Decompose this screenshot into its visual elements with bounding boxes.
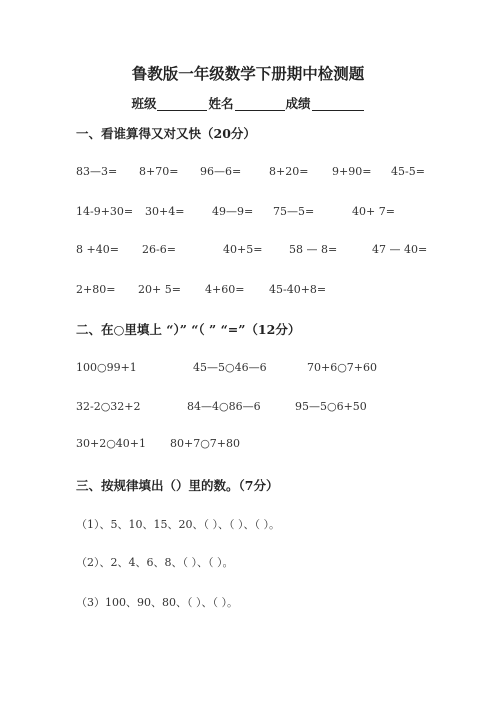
class-blank bbox=[157, 97, 207, 111]
sequence-item: （2）、2、4、6、8、（ ）、（ ）。 bbox=[76, 556, 234, 569]
problem: 2+80= bbox=[76, 283, 116, 296]
problem: 75—5= bbox=[273, 205, 315, 218]
score-blank bbox=[312, 97, 364, 111]
sequence-item: （3）100、90、80、（ ）、（ ）。 bbox=[76, 596, 238, 609]
problem: 8 +40= bbox=[76, 243, 119, 256]
comparison: 80+7○7+80 bbox=[170, 437, 241, 450]
problem: 8+70= bbox=[139, 165, 179, 178]
section-1-heading: 一、看谁算得又对又快（20分） bbox=[76, 126, 256, 141]
problem: 47 — 40= bbox=[372, 243, 428, 256]
comparison: 100○99+1 bbox=[76, 361, 137, 374]
comparison: 32-2○32+2 bbox=[76, 400, 141, 413]
problem: 83—3= bbox=[76, 165, 118, 178]
problem: 40+5= bbox=[223, 243, 263, 256]
problem: 20+ 5= bbox=[138, 283, 181, 296]
score-label: 成绩 bbox=[285, 96, 311, 111]
comparison: 84—4○86—6 bbox=[187, 400, 261, 413]
problem: 96—6= bbox=[200, 165, 242, 178]
problem: 9+90= bbox=[332, 165, 372, 178]
class-label: 班级 bbox=[131, 96, 157, 111]
section-3-heading: 三、按规律填出（）里的数。（7分） bbox=[76, 478, 279, 493]
comparison: 45—5○46—6 bbox=[193, 361, 267, 374]
student-info-line bbox=[0, 94, 496, 112]
problem: 45-5= bbox=[391, 165, 425, 178]
problem: 4+60= bbox=[205, 283, 245, 296]
section-2-heading: 二、在○里填上 “）” “（ ” “=”（12分） bbox=[76, 322, 301, 337]
comparison: 70+6○7+60 bbox=[307, 361, 378, 374]
problem: 14-9+30= bbox=[76, 205, 134, 218]
problem: 40+ 7= bbox=[352, 205, 395, 218]
problem: 49—9= bbox=[212, 205, 254, 218]
page-title: 鲁教版一年级数学下册期中检测题 bbox=[131, 64, 365, 83]
comparison: 95—5○6+50 bbox=[295, 400, 367, 413]
problem: 30+4= bbox=[145, 205, 185, 218]
name-blank bbox=[235, 97, 285, 111]
name-label: 姓名 bbox=[208, 96, 234, 111]
problem: 45-40+8= bbox=[269, 283, 327, 296]
problem: 8+20= bbox=[269, 165, 309, 178]
problem: 58 — 8= bbox=[289, 243, 338, 256]
problem: 26-6= bbox=[142, 243, 176, 256]
comparison: 30+2○40+1 bbox=[76, 437, 147, 450]
sequence-item: （1）、5、10、15、20、（ ）、（ ）、（ ）。 bbox=[76, 518, 280, 531]
